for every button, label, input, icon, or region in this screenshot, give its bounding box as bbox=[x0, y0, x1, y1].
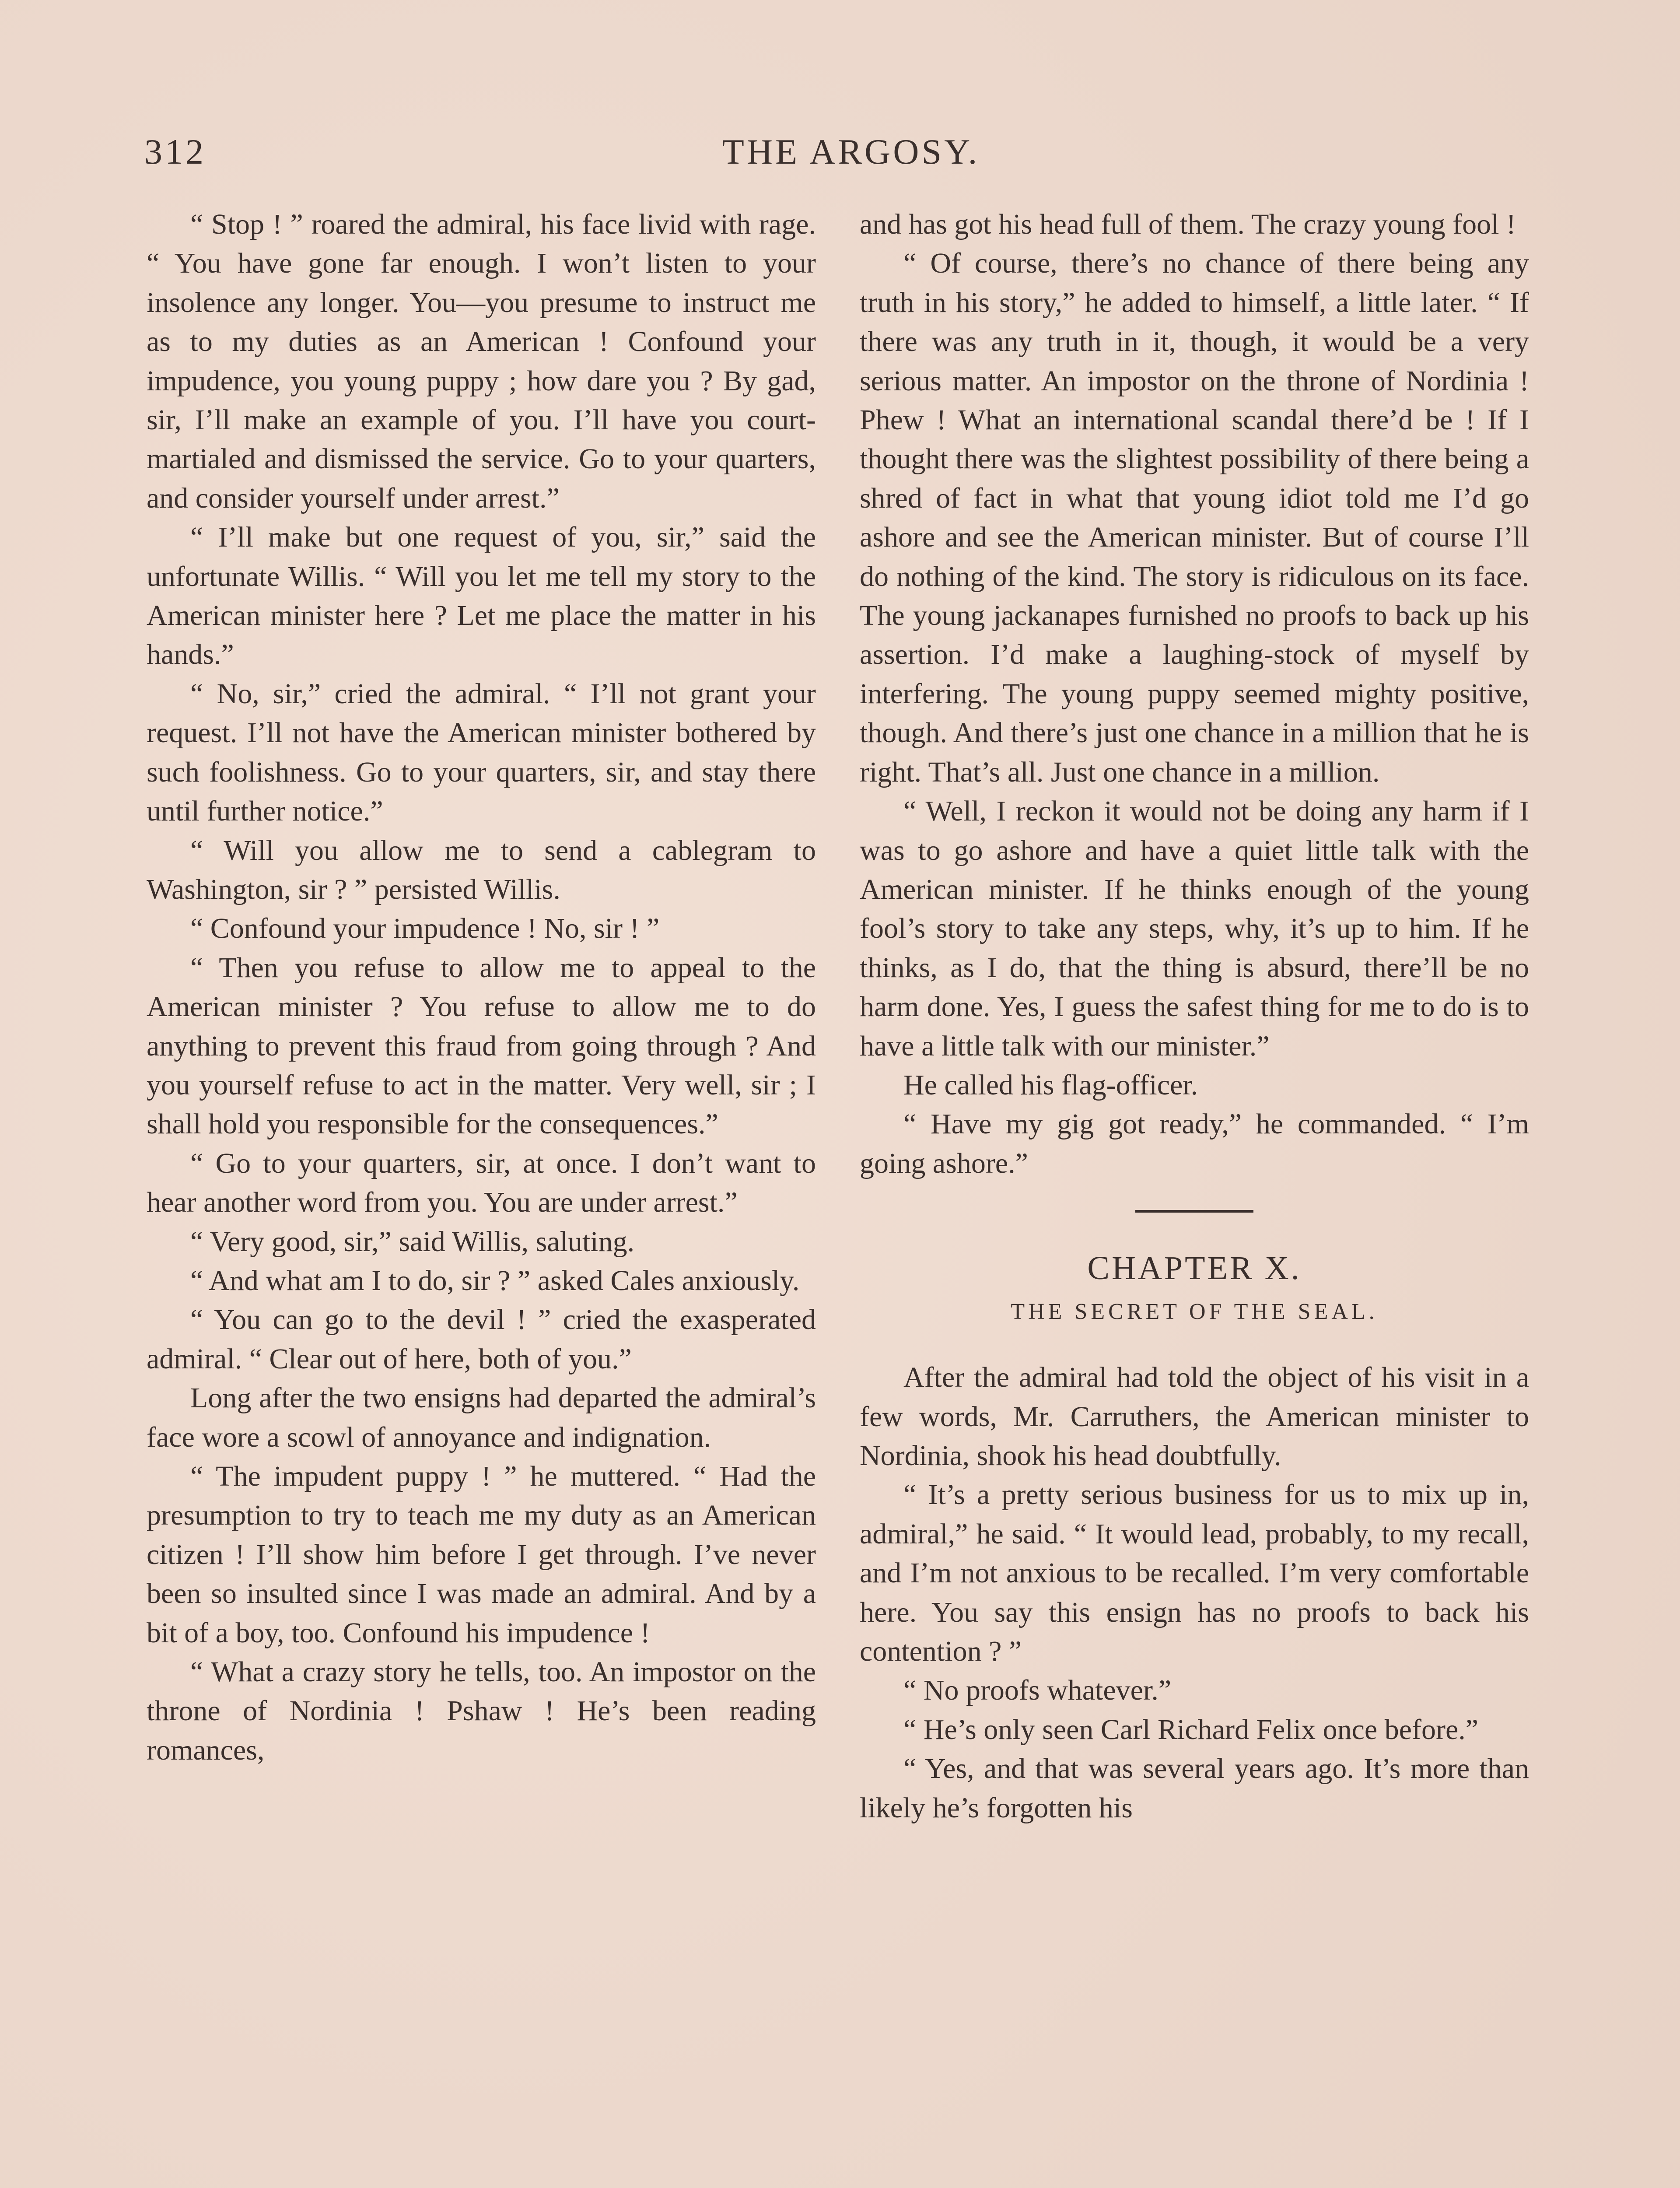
left-column bbox=[147, 205, 816, 1770]
paragraph: “ What a crazy story he tells, too. An impostor on the throne of Nordinia ! Pshaw ! He’s been reading romances, bbox=[147, 1656, 816, 1766]
paragraph: “ Yes, and that was several years ago. It’s more than likely he’s forgotten his bbox=[860, 1753, 1529, 1824]
divider-rule bbox=[1135, 1210, 1253, 1213]
page-number: 312 bbox=[144, 132, 206, 172]
paragraph: “ Will you allow me to send a cablegram to Washington, sir ? ” persisted Willis. bbox=[147, 834, 816, 905]
paragraph: “ I’ll make but one request of you, sir,” said the unfortunate Willis. “ Will you let me tell my story to the American minister here ? Let me place the matter in his hands.” bbox=[147, 521, 816, 671]
paragraph: After the admiral had told the object of his visit in a few words, Mr. Carruthers, the American minister to Nordinia, shook his head doubtfully. bbox=[860, 1361, 1529, 1472]
paragraph: “ Confound your impudence ! No, sir ! ” bbox=[190, 912, 660, 945]
chapter-title: CHAPTER X. bbox=[1087, 1250, 1302, 1287]
paragraph: “ No proofs whatever.” bbox=[903, 1674, 1172, 1707]
paragraph: “ He’s only seen Carl Richard Felix once before.” bbox=[903, 1713, 1479, 1746]
paragraph: “ Of course, there’s no chance of there being any truth in his story,” he added to himself, a little later. “ If there was any truth in it, though, it would be a very serious matter. An impostor on the throne of Nordinia ! Phew ! What an international scandal there’d be ! If I thought there was the slightest possibility of there being a shred of fact in what that young idiot told me I’d go ashore and see the American minister. But of course I’ll do nothing of the kind. The story is ridiculous on its face. The young jackanapes furnished no proofs to back up his assertion. I’d make a laughing-stock of myself by interfering. The young puppy seemed mighty positive, though. And there’s just one chance in a million that he is right. That’s all. Just one chance in a million. bbox=[860, 247, 1529, 788]
paragraph: “ Go to your quarters, sir, at once. I don’t want to hear another word from you. You are under arrest.” bbox=[147, 1147, 816, 1219]
chapter-subtitle: THE SECRET OF THE SEAL. bbox=[1011, 1299, 1378, 1325]
paragraph: “ Then you refuse to allow me to appeal to the American minister ? You refuse to allow me to do anything to prevent this fraud from going through ? And you yourself refuse to act in the matter. Very well, sir ; I shall hold you responsible for the consequences.” bbox=[147, 951, 816, 1140]
paragraph: “ You can go to the devil ! ” cried the exasperated admiral. “ Clear out of here, both of you.” bbox=[147, 1304, 816, 1375]
right-column bbox=[860, 205, 1529, 1827]
paragraph: “ Very good, sir,” said Willis, saluting. bbox=[190, 1225, 635, 1258]
paragraph: Long after the two ensigns had departed the admiral’s face wore a scowl of annoyance and indignation. bbox=[147, 1382, 816, 1453]
paragraph: “ Well, I reckon it would not be doing any harm if I was to go ashore and have a quiet little talk with the American minister. If he thinks enough of the young fool’s story to take any steps, why, it’s up to him. If he thinks, as I do, that the thing is absurd, there’ll be no harm done. Yes, I guess the safest thing for me to do is to have a little talk with our minister.” bbox=[860, 795, 1529, 1062]
paragraph: “ And what am I to do, sir ? ” asked Cales anxiously. bbox=[190, 1264, 800, 1297]
paragraph: He called his flag-officer. bbox=[903, 1069, 1198, 1101]
paragraph: “ The impudent puppy ! ” he muttered. “ Had the presumption to try to teach me my duty as an American citizen ! I’ll show him before I get through. I’ve never been so insulted since I was made an admiral. And by a bit of a boy, too. Confound his impudence ! bbox=[147, 1460, 816, 1649]
paragraph: “ No, sir,” cried the admiral. “ I’ll not grant your request. I’ll not have the American minister bothered by such foolishness. Go to your quarters, sir, and stay there until further notice.” bbox=[147, 677, 816, 828]
running-head: THE ARGOSY. bbox=[722, 132, 980, 172]
paragraph: “ It’s a pretty serious business for us to mix up in, admiral,” he said. “ It would lead, probably, to my recall, and I’m not anxious to be recalled. I’m very comfortable here. You say this ensign has no proofs to back his contention ? ” bbox=[860, 1479, 1529, 1667]
spacer bbox=[860, 1336, 1529, 1358]
paragraph: “ Stop ! ” roared the admiral, his face livid with rage. “ You have gone far enough. I won’t listen to your insolence any longer. You—you presume to instruct me as to my duties as an American ! Confound your impudence, you young puppy ; how dare you ? By gad, sir, I’ll make an example of you. I’ll have you court-martialed and dismissed the service. Go to your quarters, and consider yourself under arrest.” bbox=[147, 208, 816, 514]
section-divider bbox=[860, 1183, 1529, 1235]
page-header bbox=[144, 131, 1558, 179]
paragraph: and has got his head full of them. The crazy young fool ! bbox=[860, 208, 1516, 240]
paragraph: “ Have my gig got ready,” he commanded. “ I’m going ashore.” bbox=[860, 1108, 1529, 1179]
